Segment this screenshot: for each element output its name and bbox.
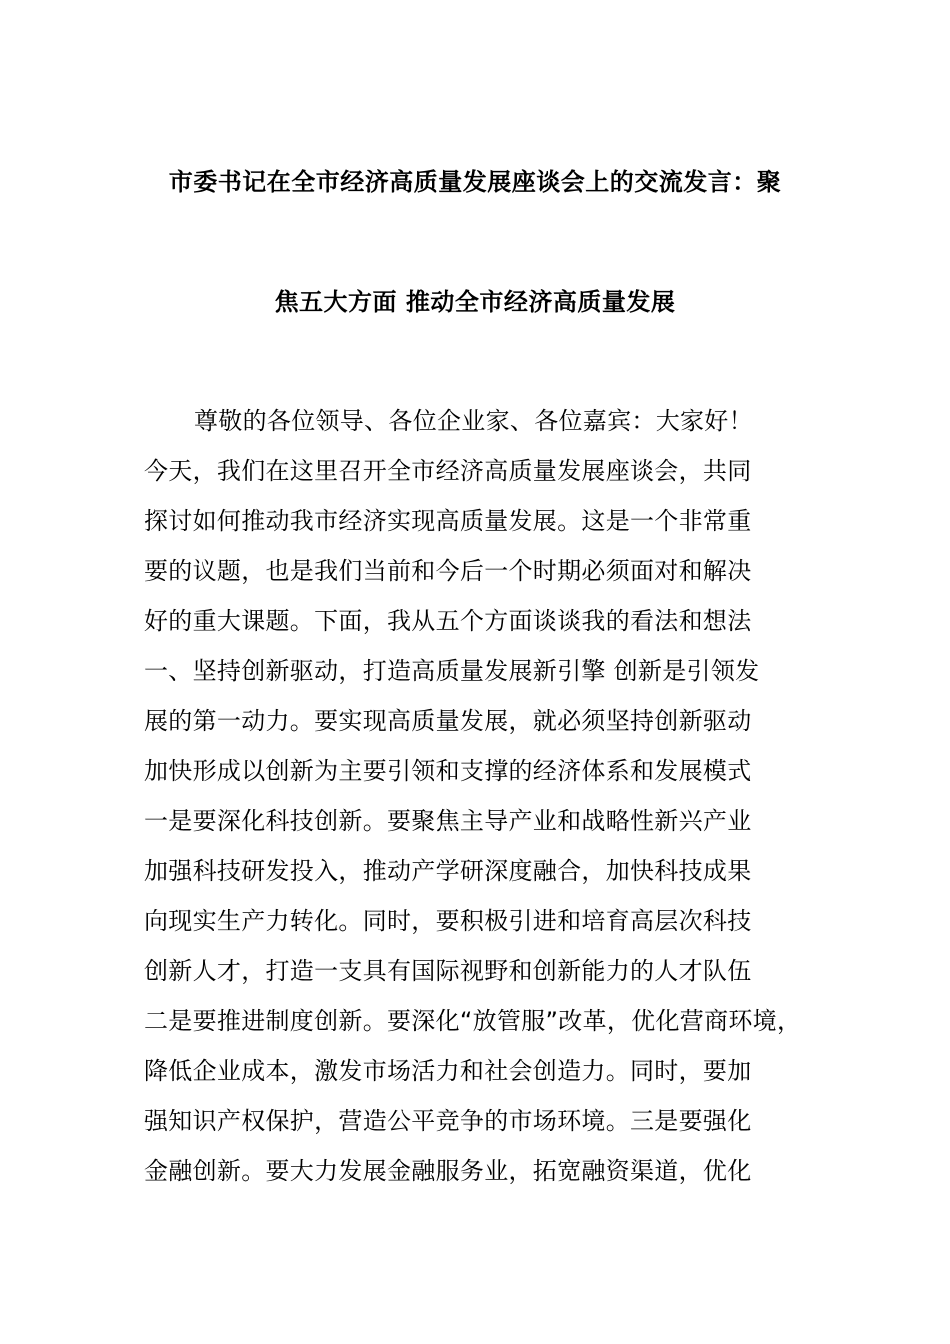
document-title-line-1: 市委书记在全市经济高质量发展座谈会上的交流发言：聚 [168,168,782,196]
body-line: 二是要推进制度创新。要深化“放管服”改革，优化营商环境， [144,1007,802,1035]
body-line: 强知识产权保护，营造公平竞争的市场环境。三是要强化 [144,1107,752,1135]
body-line: 加强科技研发投入，推动产学研深度融合，加快科技成果 [144,857,752,885]
document-title-line-2: 焦五大方面 推动全市经济高质量发展 [274,288,676,316]
body-line: 一、坚持创新驱动，打造高质量发展新引擎 创新是引领发 [144,657,760,685]
body-line: 加快形成以创新为主要引领和支撑的经济体系和发展模式 [144,757,752,785]
body-line: 降低企业成本，激发市场活力和社会创造力。同时，要加 [144,1057,752,1085]
body-line: 一是要深化科技创新。要聚焦主导产业和战略性新兴产业 [144,807,752,835]
body-line: 向现实生产力转化。同时，要积极引进和培育高层次科技 [144,907,752,935]
body-line: 金融创新。要大力发展金融服务业，拓宽融资渠道，优化 [144,1157,752,1185]
body-line: 尊敬的各位领导、各位企业家、各位嘉宾：大家好！ [194,407,753,435]
body-line: 展的第一动力。要实现高质量发展，就必须坚持创新驱动 [144,707,752,735]
body-line: 好的重大课题。下面，我从五个方面谈谈我的看法和想法 [144,607,752,635]
body-line: 今天，我们在这里召开全市经济高质量发展座谈会，共同 [144,457,752,485]
body-line: 创新人才，打造一支具有国际视野和创新能力的人才队伍 [144,957,752,985]
body-line: 探讨如何推动我市经济实现高质量发展。这是一个非常重 [144,507,752,535]
body-line: 要的议题，也是我们当前和今后一个时期必须面对和解决 [144,557,752,585]
